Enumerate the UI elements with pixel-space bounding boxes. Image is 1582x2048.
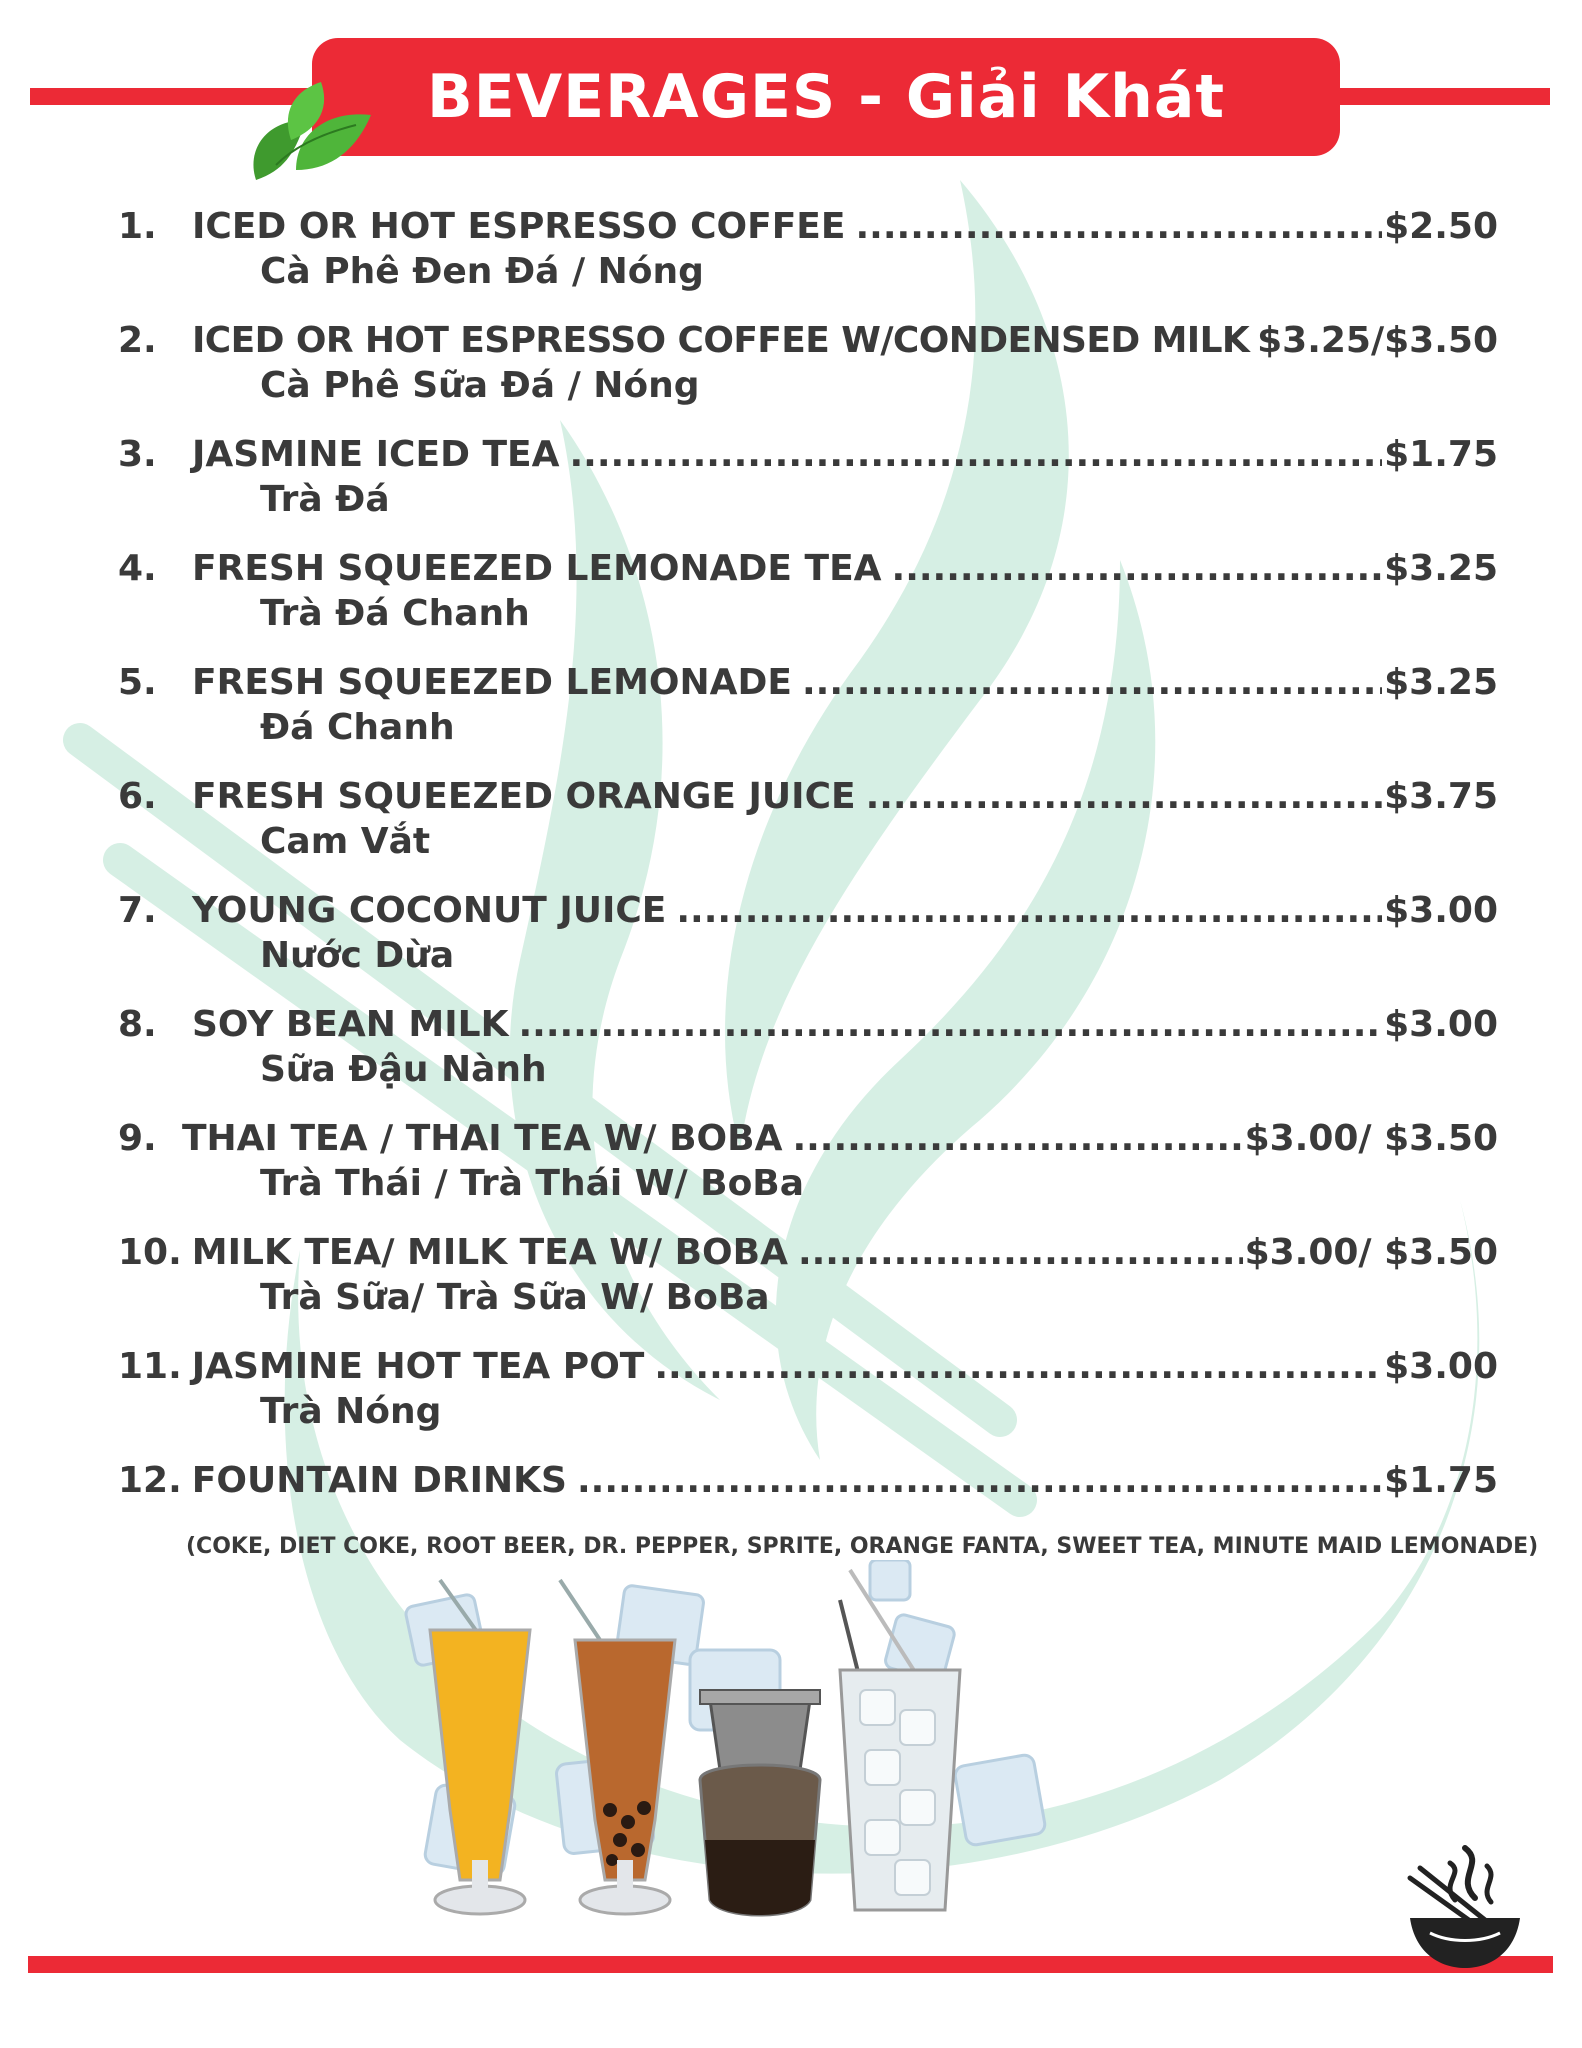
item-price: $1.75 xyxy=(1384,1460,1498,1501)
leader-dots xyxy=(802,662,1382,703)
menu-item xyxy=(118,1118,1498,1232)
item-vietnamese-name: Trà Đá Chanh xyxy=(260,593,530,634)
item-price: $3.25/$3.50 xyxy=(1257,320,1498,361)
item-vietnamese-name: Trà Thái / Trà Thái W/ BoBa xyxy=(260,1163,805,1204)
leader-dots xyxy=(654,1346,1382,1387)
item-number: 7. xyxy=(118,890,157,931)
leader-dots xyxy=(792,1118,1242,1159)
menu-item xyxy=(118,1346,1498,1460)
menu-item xyxy=(118,1232,1498,1346)
leader-dots xyxy=(518,1004,1382,1045)
item-name: FRESH SQUEEZED ORANGE JUICE xyxy=(192,776,856,817)
page-title: BEVERAGES - Giải Khát xyxy=(426,62,1226,132)
vietnamese-coffee-filter xyxy=(700,1690,820,1915)
menu-item xyxy=(118,548,1498,662)
item-name: FRESH SQUEEZED LEMONADE TEA xyxy=(192,548,882,589)
menu-item xyxy=(118,890,1498,1004)
leader-dots xyxy=(798,1232,1243,1273)
item-price: $3.25 xyxy=(1384,548,1498,589)
item-vietnamese-name: Sữa Đậu Nành xyxy=(260,1049,547,1090)
item-vietnamese-name: Cà Phê Đen Đá / Nóng xyxy=(260,251,704,292)
fountain-drinks-note: (COKE, DIET COKE, ROOT BEER, DR. PEPPER, SPRITE, ORANGE FANTA, SWEET TEA, MINUTE MAID LEMONADE) xyxy=(186,1534,1539,1559)
leader-dots xyxy=(855,206,1382,247)
item-price: $2.50 xyxy=(1384,206,1498,247)
menu-item xyxy=(118,206,1498,320)
item-number: 6. xyxy=(118,776,157,817)
item-price: $3.00/ $3.50 xyxy=(1244,1118,1498,1159)
item-vietnamese-name: Trà Đá xyxy=(260,479,390,520)
item-vietnamese-name: Trà Nóng xyxy=(260,1391,442,1432)
item-price: $3.25 xyxy=(1384,662,1498,703)
leader-dots xyxy=(577,1460,1382,1501)
item-vietnamese-name: Trà Sữa/ Trà Sữa W/ BoBa xyxy=(260,1277,770,1318)
item-number: 8. xyxy=(118,1004,157,1045)
leader-dots xyxy=(866,776,1383,817)
menu-item xyxy=(118,1004,1498,1118)
item-vietnamese-name: Nước Dừa xyxy=(260,935,455,976)
mint-leaf-icon xyxy=(236,80,386,190)
item-number: 12. xyxy=(118,1460,182,1501)
drinks-illustration xyxy=(400,1560,1100,1930)
item-name: FRESH SQUEEZED LEMONADE xyxy=(192,662,792,703)
item-vietnamese-name: Đá Chanh xyxy=(260,707,455,748)
item-number: 4. xyxy=(118,548,157,589)
menu-item xyxy=(118,320,1498,434)
item-name: SOY BEAN MILK xyxy=(192,1004,509,1045)
leader-dots xyxy=(892,548,1383,589)
item-price: $3.00 xyxy=(1384,1346,1498,1387)
item-name: JASMINE ICED TEA xyxy=(192,434,560,475)
item-name: ICED OR HOT ESPRESSO COFFEE xyxy=(192,206,846,247)
item-name: FOUNTAIN DRINKS xyxy=(191,1460,567,1501)
item-name: THAI TEA / THAI TEA W/ BOBA xyxy=(182,1118,783,1159)
item-vietnamese-name: Cam Vắt xyxy=(260,821,431,862)
item-name: ICED OR HOT ESPRESSO COFFEE W/CONDENSED MILK xyxy=(192,320,1250,361)
item-number: 2. xyxy=(118,320,157,361)
leader-dots xyxy=(676,890,1382,931)
item-vietnamese-name: Cà Phê Sữa Đá / Nóng xyxy=(260,365,700,406)
noodle-bowl-logo-icon xyxy=(1395,1838,1535,1978)
bottom-red-rule xyxy=(28,1956,1553,1973)
item-price: $1.75 xyxy=(1384,434,1498,475)
menu-item xyxy=(118,662,1498,776)
item-number: 11. xyxy=(118,1346,182,1387)
item-price: $3.00 xyxy=(1384,1004,1498,1045)
header-banner xyxy=(312,38,1340,156)
menu-list xyxy=(118,206,1498,1574)
menu-item xyxy=(118,434,1498,548)
leader-dots xyxy=(570,434,1383,475)
item-number: 9. xyxy=(118,1118,157,1159)
item-name: MILK TEA/ MILK TEA W/ BOBA xyxy=(191,1232,788,1273)
item-name: JASMINE HOT TEA POT xyxy=(191,1346,645,1387)
menu-item xyxy=(118,776,1498,890)
item-price: $3.00/ $3.50 xyxy=(1244,1232,1498,1273)
item-price: $3.00 xyxy=(1384,890,1498,931)
item-number: 10. xyxy=(118,1232,182,1273)
item-number: 5. xyxy=(118,662,157,703)
item-price: $3.75 xyxy=(1384,776,1498,817)
item-number: 3. xyxy=(118,434,157,475)
item-name: YOUNG COCONUT JUICE xyxy=(192,890,667,931)
item-number: 1. xyxy=(118,206,157,247)
